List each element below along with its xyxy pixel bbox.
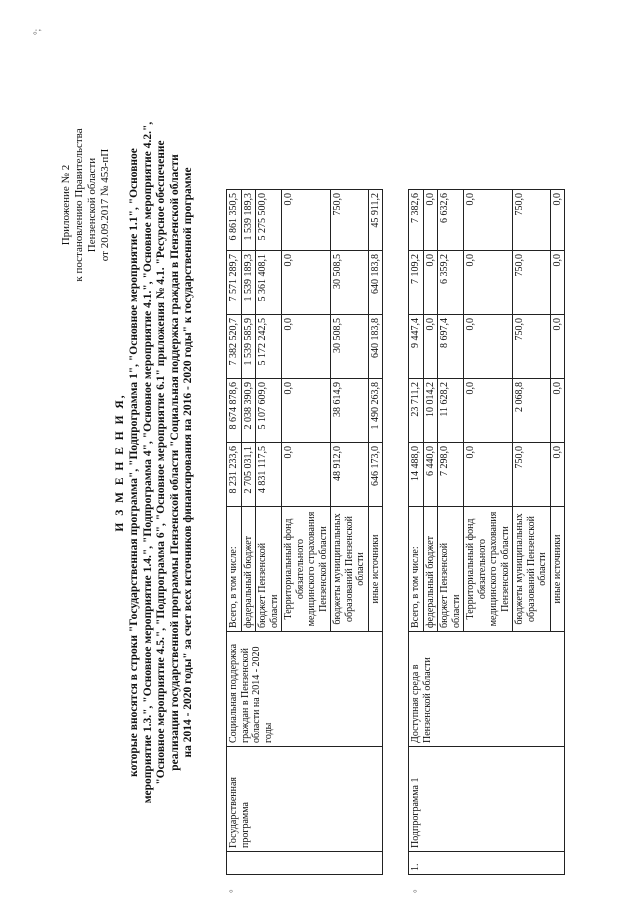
source-cell: бюджеты муниципальных образований Пензенской области — [331, 507, 369, 632]
value-2020: 7 382,6 — [409, 190, 424, 251]
value-2020: 5 275 500,0 — [256, 190, 282, 251]
value-2017: 10 014,2 — [423, 379, 438, 443]
value-2017: 2 068,8 — [513, 379, 551, 443]
program-name-cell: Доступная среда в Пензенской области — [409, 632, 565, 747]
value-2019: 750,0 — [513, 251, 551, 315]
value-2020: 1 539 189,3 — [241, 190, 256, 251]
value-2017: 8 674 878,6 — [227, 379, 242, 443]
value-2020: 0,0 — [423, 190, 438, 251]
value-2016: 8 231 233,6 — [227, 443, 242, 507]
appendix-note — [60, 110, 112, 300]
value-2019: 30 508,5 — [331, 251, 369, 315]
value-2016: 2 705 031,1 — [241, 443, 256, 507]
appendix-line: от 20.09.2017 № 453-пП — [99, 148, 111, 262]
title-line: "Основное мероприятие 4.5.", "Подпрограмма 6", "Основное мероприятие 6.1" приложения № 4.1. "Ресурсное обеспечение — [155, 140, 168, 785]
source-cell: бюджет Пензенской области — [438, 507, 464, 632]
title-line: на 2014 - 2020 годы" за счет всех источников финансирования на 2016 - 2020 годы" к государственной программе — [182, 167, 195, 758]
margin-mark: ° — [412, 889, 422, 893]
value-2019: 640 183,8 — [368, 251, 383, 315]
value-2020: 6 632,6 — [438, 190, 464, 251]
value-2020: 0,0 — [282, 190, 331, 251]
source-cell: Всего, в том числе: — [409, 507, 424, 632]
margin-mark: ° — [228, 889, 238, 893]
value-2020: 750,0 — [513, 190, 551, 251]
appendix-line: к постановлению Правительства — [73, 128, 85, 282]
subprogram-table — [408, 189, 565, 875]
source-cell: иные источники — [550, 507, 565, 632]
value-2019: 0,0 — [464, 251, 513, 315]
value-2016: 6 440,0 — [423, 443, 438, 507]
program-table — [226, 189, 383, 875]
value-2016: 0,0 — [550, 443, 565, 507]
value-2018: 9 447,4 — [409, 315, 424, 379]
value-2020: 6 861 350,5 — [227, 190, 242, 251]
value-2018: 0,0 — [550, 315, 565, 379]
value-2020: 750,0 — [331, 190, 369, 251]
table-row — [409, 190, 424, 875]
value-2016: 4 831 117,5 — [256, 443, 282, 507]
value-2018: 0,0 — [423, 315, 438, 379]
value-2016: 48 912,0 — [331, 443, 369, 507]
value-2017: 2 038 390,9 — [241, 379, 256, 443]
row-index: 1. — [409, 852, 565, 875]
value-2019: 1 539 189,3 — [241, 251, 256, 315]
value-2017: 0,0 — [550, 379, 565, 443]
value-2019: 7 571 289,7 — [227, 251, 242, 315]
corner-mark: °; — [32, 28, 42, 35]
value-2018: 5 172 242,5 — [256, 315, 282, 379]
value-2017: 38 614,9 — [331, 379, 369, 443]
value-2018: 750,0 — [513, 315, 551, 379]
value-2020: 0,0 — [550, 190, 565, 251]
value-2017: 0,0 — [282, 379, 331, 443]
value-2016: 14 488,0 — [409, 443, 424, 507]
table-row — [227, 190, 242, 875]
value-2019: 7 109,2 — [409, 251, 424, 315]
value-2018: 30 508,5 — [331, 315, 369, 379]
title-line: реализации государственной программы Пензенской области "Социальная поддержка граждан в Пензенской области — [168, 154, 181, 771]
value-2018: 640 183,8 — [368, 315, 383, 379]
value-2019: 0,0 — [282, 251, 331, 315]
value-2016: 7 298,0 — [438, 443, 464, 507]
appendix-line: Пензенской области — [86, 157, 98, 253]
value-2017: 11 628,2 — [438, 379, 464, 443]
value-2020: 0,0 — [464, 190, 513, 251]
title-line: которые вносятся в строки "Государственная программа", "Подпрограмма 1", "Основное мероприятие 1.1", "Основное — [128, 148, 141, 777]
value-2017: 23 711,2 — [409, 379, 424, 443]
source-cell: иные источники — [368, 507, 383, 632]
value-2016: 750,0 — [513, 443, 551, 507]
value-2019: 5 361 408,1 — [256, 251, 282, 315]
document-title — [114, 90, 195, 835]
value-2017: 1 490 263,8 — [368, 379, 383, 443]
value-2018: 0,0 — [464, 315, 513, 379]
status-cell: Государственная программа — [227, 747, 383, 852]
value-2019: 6 359,2 — [438, 251, 464, 315]
title-heading: И З М Е Н Е Н И Я, — [114, 393, 126, 532]
value-2016: 646 173,0 — [368, 443, 383, 507]
value-2019: 0,0 — [423, 251, 438, 315]
value-2019: 0,0 — [550, 251, 565, 315]
value-2018: 0,0 — [282, 315, 331, 379]
appendix-line: Приложение № 2 — [60, 164, 72, 246]
value-2016: 0,0 — [282, 443, 331, 507]
source-cell: бюджет Пензенской области — [256, 507, 282, 632]
source-cell: Территориальный фонд обязательного медицинского страхования Пензенской области — [282, 507, 331, 632]
source-cell: Территориальный фонд обязательного медицинского страхования Пензенской области — [464, 507, 513, 632]
title-line: мероприятие 1.3.", "Основное мероприятие 1.4.", "Подпрограмма 4", "Основное мероприятие 4.1.", "Основное мероприятие 4.2.", — [141, 121, 154, 804]
source-cell: Всего, в том числе: — [227, 507, 242, 632]
value-2018: 1 539 585,9 — [241, 315, 256, 379]
source-cell: федеральный бюджет — [423, 507, 438, 632]
status-cell: Подпрограмма 1 — [409, 747, 565, 852]
value-2018: 8 697,4 — [438, 315, 464, 379]
value-2020: 45 911,2 — [368, 190, 383, 251]
value-2017: 5 107 609,0 — [256, 379, 282, 443]
value-2017: 0,0 — [464, 379, 513, 443]
source-cell: федеральный бюджет — [241, 507, 256, 632]
value-2016: 0,0 — [464, 443, 513, 507]
value-2018: 7 382 520,7 — [227, 315, 242, 379]
row-index — [227, 852, 383, 875]
program-name-cell: Социальная поддержка граждан в Пензенской области на 2014 - 2020 годы — [227, 632, 383, 747]
source-cell: бюджеты муниципальных образований Пензенской области — [513, 507, 551, 632]
